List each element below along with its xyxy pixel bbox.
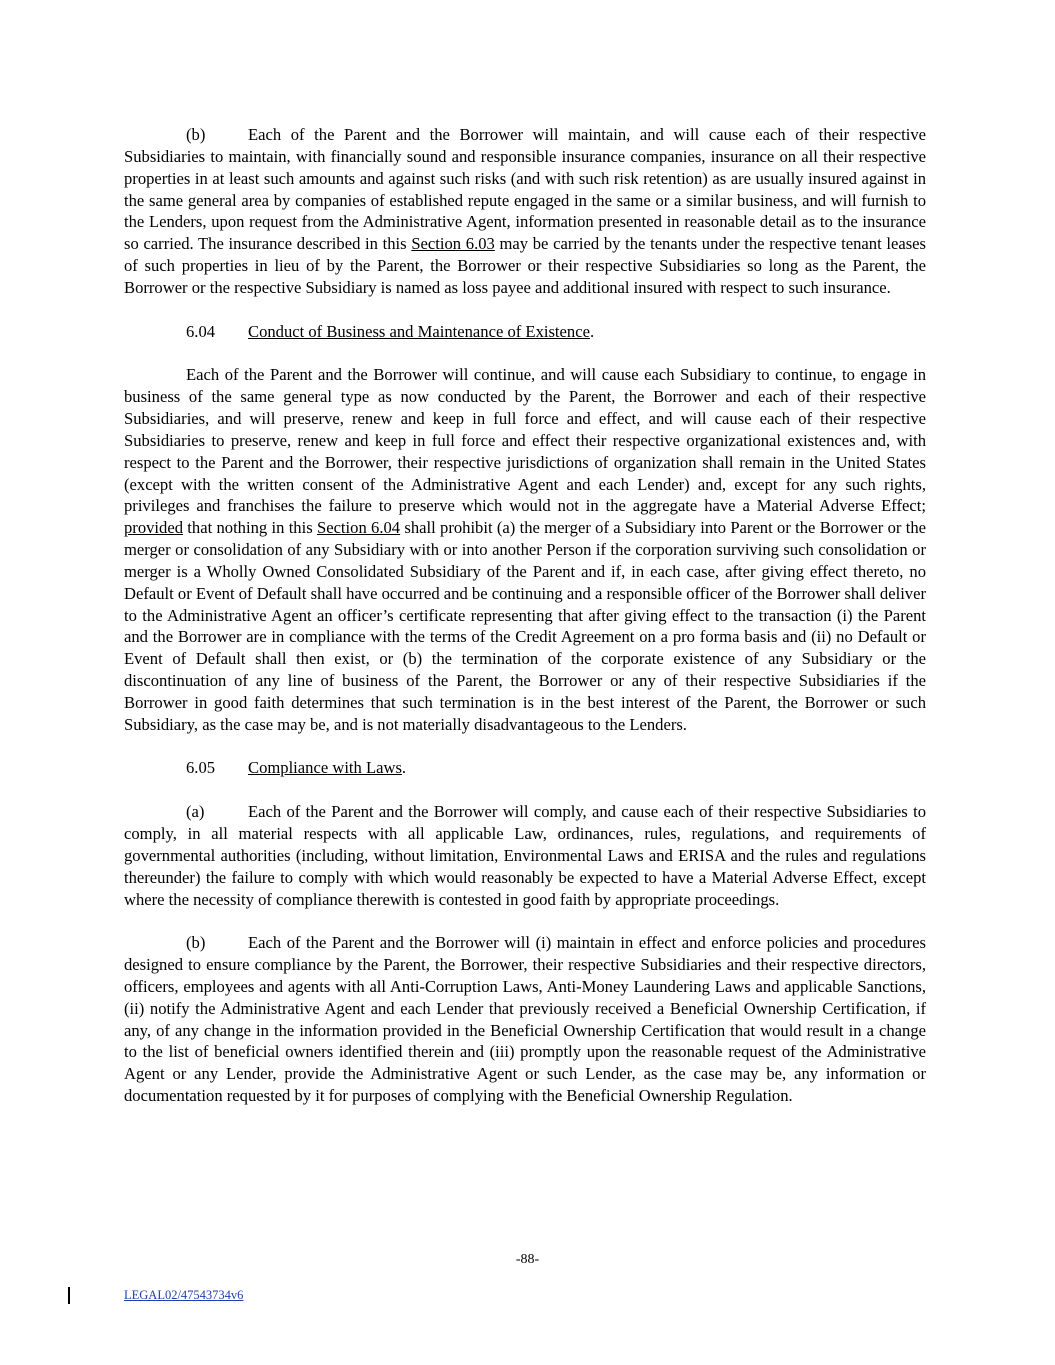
section-number: 6.05: [186, 758, 216, 778]
paragraph-label: (a): [186, 802, 205, 822]
section-heading-6-05: 6.05 Compliance with Laws.: [186, 758, 407, 778]
paragraph-insurance-b: [124, 124, 926, 299]
paragraph-text: Each of the Parent and the Borrower will maintain, and will cause each of their respective Subsidiaries to maintain, with financially sound and responsible insurance companies, insurance on all their respective properties in at least such amounts and against such risks (and with such risk retention) as are usually insured against in the same general area by companies of established repute engaged in the same or a similar business, and will furnish to the Lenders, upon request from the Administrative Agent, information presented in reasonable detail as to the insurance so carried. The insurance described in this: [124, 125, 926, 254]
document-body: [124, 124, 926, 1129]
section-reference: Section 6.04: [316, 518, 401, 538]
paragraph-text: may be carried by the tenants under the respective tenant leases of such properties in lieu of by the Parent, the Borrower or their respective Subsidiaries so long as the Parent, the Borrower or the respective Subsidiary is named as loss payee and additional insured with respect to such insurance.: [124, 234, 926, 297]
section-reference: Section 6.03: [411, 234, 495, 254]
paragraph-text: Each of the Parent and the Borrower will continue, and will cause each Subsidiary to continue, to engage in business of the same general type as now conducted by the Parent, the Borrower and each of their respective Subsidiaries, and will preserve, renew and keep in full force and effect, and will cause each of their respective Subsidiaries to preserve, renew and keep in full force and effect their respective organizational existences and, with respect to the Parent and the Borrower, their respective jurisdictions of organization shall remain in the United States (except with the written consent of the Administrative Agent and each Lender) and, except for any such rights, privileges and franchises the failure to preserve which would not in the aggregate have a Material Adverse Effect;: [124, 365, 926, 516]
paragraph-compliance-b: [124, 932, 926, 1107]
paragraph-text: shall prohibit (a) the merger of a Subsidiary into Parent or the Borrower or the merger or consolidation of any Subsidiary with or into another Person if the corporation surviving such consolidation or merger is a Wholly Owned Consolidated Subsidiary of the Parent and if, in each case, after giving effect thereto, no Default or Event of Default shall have occurred and be continuing and a responsible officer of the Borrower shall deliver to the Administrative Agent an officer’s certificate representing that after giving effect to the transaction (i) the Parent and the Borrower are in compliance with the terms of the Credit Agreement on a pro forma basis and (ii) no Default or Event of Default shall then exist, or (b) the termination of the corporate existence of any Subsidiary or the discontinuation of any line of business of the Parent, the Borrower or any of their respective Subsidiaries if the Borrower in good faith determines that such termination is in the best interest of the Parent, the Borrower or such Subsidiary, as the case may be, and is not materially disadvantageous to the Lenders.: [124, 518, 926, 734]
paragraph-text: Each of the Parent and the Borrower will comply, and cause each of their respective Subsidiaries to comply, in all material respects with all applicable Law, ordinances, rules, regulations, and requirements of governmental authorities (including, without limitation, Environmental Laws and ERISA and the rules and regulations thereunder) the failure to comply with which would reasonably be expected to have a Material Adverse Effect, except where the necessity of compliance therewith is contested in good faith by appropriate proceedings.: [124, 802, 926, 909]
provided-term: provided: [124, 518, 183, 538]
section-number: 6.04: [186, 321, 216, 341]
paragraph-text: that nothing in this: [183, 518, 317, 538]
paragraph-text: Each of the Parent and the Borrower will (i) maintain in effect and enforce policies and procedures designed to ensure compliance by the Parent, the Borrower, their respective Subsidiaries and their respective directors, officers, employees and agents with all Anti-Corruption Laws, Anti-Money Laundering Laws and applicable Sanctions, (ii) notify the Administrative Agent and each Lender that previously received a Beneficial Ownership Certification, if any, of any change in the information provided in the Beneficial Ownership Certification that would result in a change to the list of beneficial owners identified therein and (iii) promptly upon the reasonable request of the Administrative Agent or any Lender, provide the Administrative Agent or such Lender, as the case may be, any information or documentation requested by it for purposes of complying with the Beneficial Ownership Regulation.: [124, 933, 926, 1106]
change-bar: [68, 1287, 70, 1304]
paragraph-label: (b): [186, 933, 206, 953]
section-title: Compliance with Laws: [248, 758, 402, 778]
paragraph-conduct-of-business: [124, 364, 926, 735]
page-number: -88-: [515, 1252, 540, 1267]
paragraph-compliance-a: [124, 801, 926, 910]
section-heading-6-04: 6.04 Conduct of Business and Maintenance of Existence.: [186, 321, 595, 341]
section-title: Conduct of Business and Maintenance of Existence: [248, 321, 590, 341]
document-id: LEGAL02/47543734v6: [124, 1288, 244, 1302]
paragraph-label: (b): [186, 125, 206, 144]
